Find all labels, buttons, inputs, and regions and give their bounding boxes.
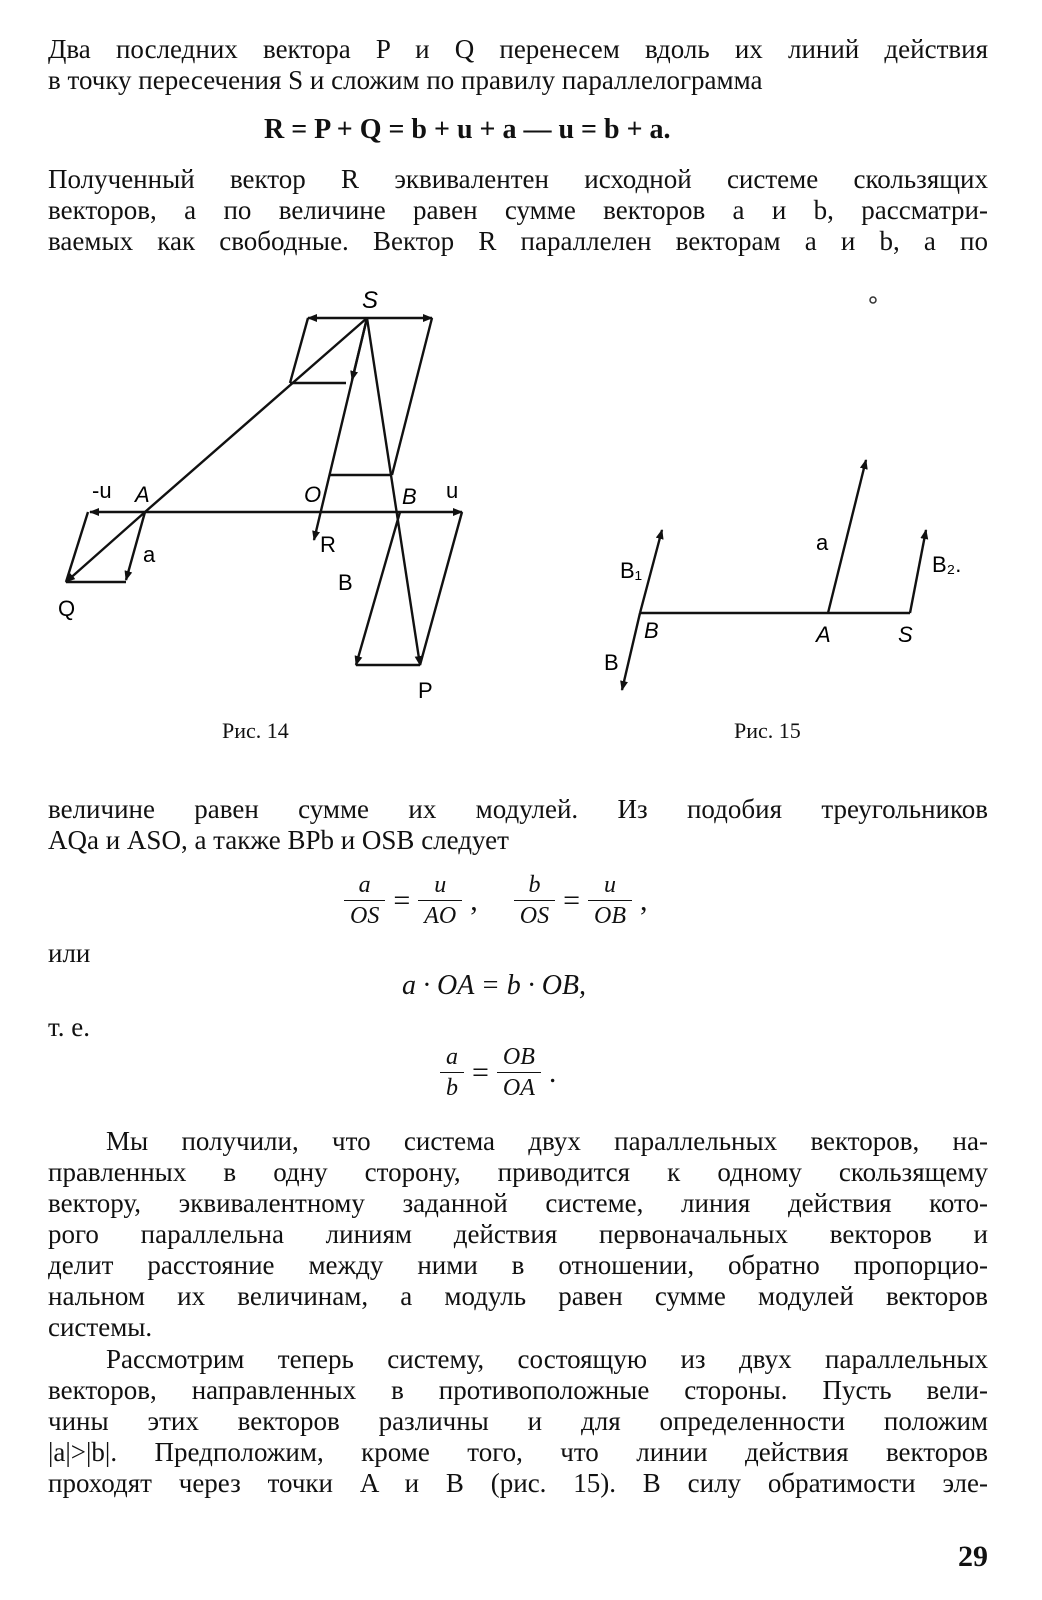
text-line: вектору, эквивалентному заданной системе, линия действия кото- (48, 1188, 988, 1218)
text-line: AQa и ASO, а также BPb и OSB следует (48, 825, 509, 855)
fig15-label-A: A (816, 622, 831, 647)
formula-ratio: $\frac{a}{b}$ = $\frac{OB}{OA}$ . (436, 1042, 560, 1103)
text-line: делит расстояние между ними в отношении, обратно пропорцио- (48, 1250, 988, 1280)
page-number: 29 (958, 1540, 988, 1573)
numerator: b (514, 870, 555, 901)
text-line: Мы получили, что система двух параллельных векторов, на- (106, 1126, 988, 1156)
fig14-label-O: O (304, 482, 322, 507)
word-or: или (48, 938, 91, 968)
fig14-label-A: A (135, 482, 150, 507)
paragraph-conclusion (48, 1126, 988, 1343)
fig14-label-minus-u: -u (92, 478, 112, 503)
numerator: a (440, 1042, 464, 1073)
denominator: OS (519, 903, 550, 929)
fig14-label-Q: Q (58, 596, 76, 621)
fig15-label-B2: B₂. (932, 552, 962, 577)
formula-product: a · OA = b · OB, (402, 970, 587, 1001)
figure-15-caption: Рис. 15 (734, 718, 801, 743)
text-line: Рассмотрим теперь систему, состоящую из двух параллельных (106, 1344, 988, 1374)
text-line: нальном их величинам, а модуль равен сумме модулей векторов (48, 1281, 988, 1311)
denominator: b (446, 1075, 458, 1101)
numerator: u (588, 870, 632, 901)
numerator: a (344, 870, 385, 901)
fraction (514, 870, 555, 931)
text-line: правленных в одну сторону, приводится к одному скользящему (48, 1157, 988, 1187)
denominator: OB (594, 903, 627, 929)
numerator: OB (497, 1042, 541, 1073)
paragraph-top (48, 34, 988, 96)
formula-resultant: R = P + Q = b + u + a — u = b + a. (264, 114, 671, 145)
fraction (418, 870, 462, 931)
fraction (588, 870, 632, 931)
denominator: AO (424, 903, 457, 929)
fig15-label-B: B (644, 618, 659, 643)
fig15-label-a: a (816, 530, 829, 555)
fig15-label-b: B (604, 650, 619, 675)
text-line: векторов, а по величине равен сумме векторов a и b, рассматри- (48, 195, 988, 225)
paragraph-opposite-vectors (48, 1344, 988, 1499)
numerator: u (418, 870, 462, 901)
fig14-label-P: P (418, 678, 433, 703)
text-line: рого параллельна линиям действия первоначальных векторов и (48, 1219, 988, 1249)
text-line: Два последних вектора P и Q перенесем вдоль их линий действия (48, 34, 988, 64)
paragraph-similarity (48, 794, 988, 856)
fraction (497, 1042, 541, 1103)
fig14-label-S: S (362, 287, 379, 314)
fig14-label-B: B (402, 484, 417, 509)
text-line: Полученный вектор R эквивалентен исходной системе скользящих (48, 164, 988, 194)
fraction (344, 870, 385, 931)
paragraph-resultant (48, 164, 988, 257)
denominator: OS (350, 903, 380, 929)
fig15-label-B1: B₁ (620, 558, 643, 583)
fig14-label-b: B (338, 570, 353, 595)
text-line: величине равен сумме их модулей. Из подобия треугольников (48, 794, 988, 824)
word-ie: т. е. (48, 1012, 91, 1042)
fig14-label-u: u (446, 478, 459, 503)
figure-14-caption: Рис. 14 (222, 718, 289, 743)
text-line: чины этих векторов различны и для определенности положим (48, 1406, 988, 1436)
text-line: системы. (48, 1312, 153, 1342)
figure-14 (0, 280, 520, 720)
figure-15 (580, 280, 1000, 720)
text-line: векторов, направленных в противоположные стороны. Пусть вели- (48, 1375, 988, 1405)
formula-similarity-ratios: $\frac{a}{OS}$ = $\frac{u}{AO}$ , $\frac{b}{OS}$ = $\frac{u}{OB}$ , (340, 870, 652, 931)
text-line: проходят через точки A и B (рис. 15). В силу обратимости эле- (48, 1468, 988, 1498)
text-line: в точку пересечения S и сложим по правилу параллелограмма (48, 65, 763, 95)
text-line: ваемых как свободные. Вектор R параллелен векторам a и b, а по (48, 226, 988, 256)
fig14-label-R: R (320, 532, 336, 557)
denominator: OA (502, 1075, 535, 1101)
text-line: |a|>|b|. Предположим, кроме того, что линии действия векторов (48, 1437, 988, 1467)
fig14-label-a: a (143, 542, 156, 567)
fig15-label-S: S (898, 622, 913, 647)
fraction (440, 1042, 464, 1103)
